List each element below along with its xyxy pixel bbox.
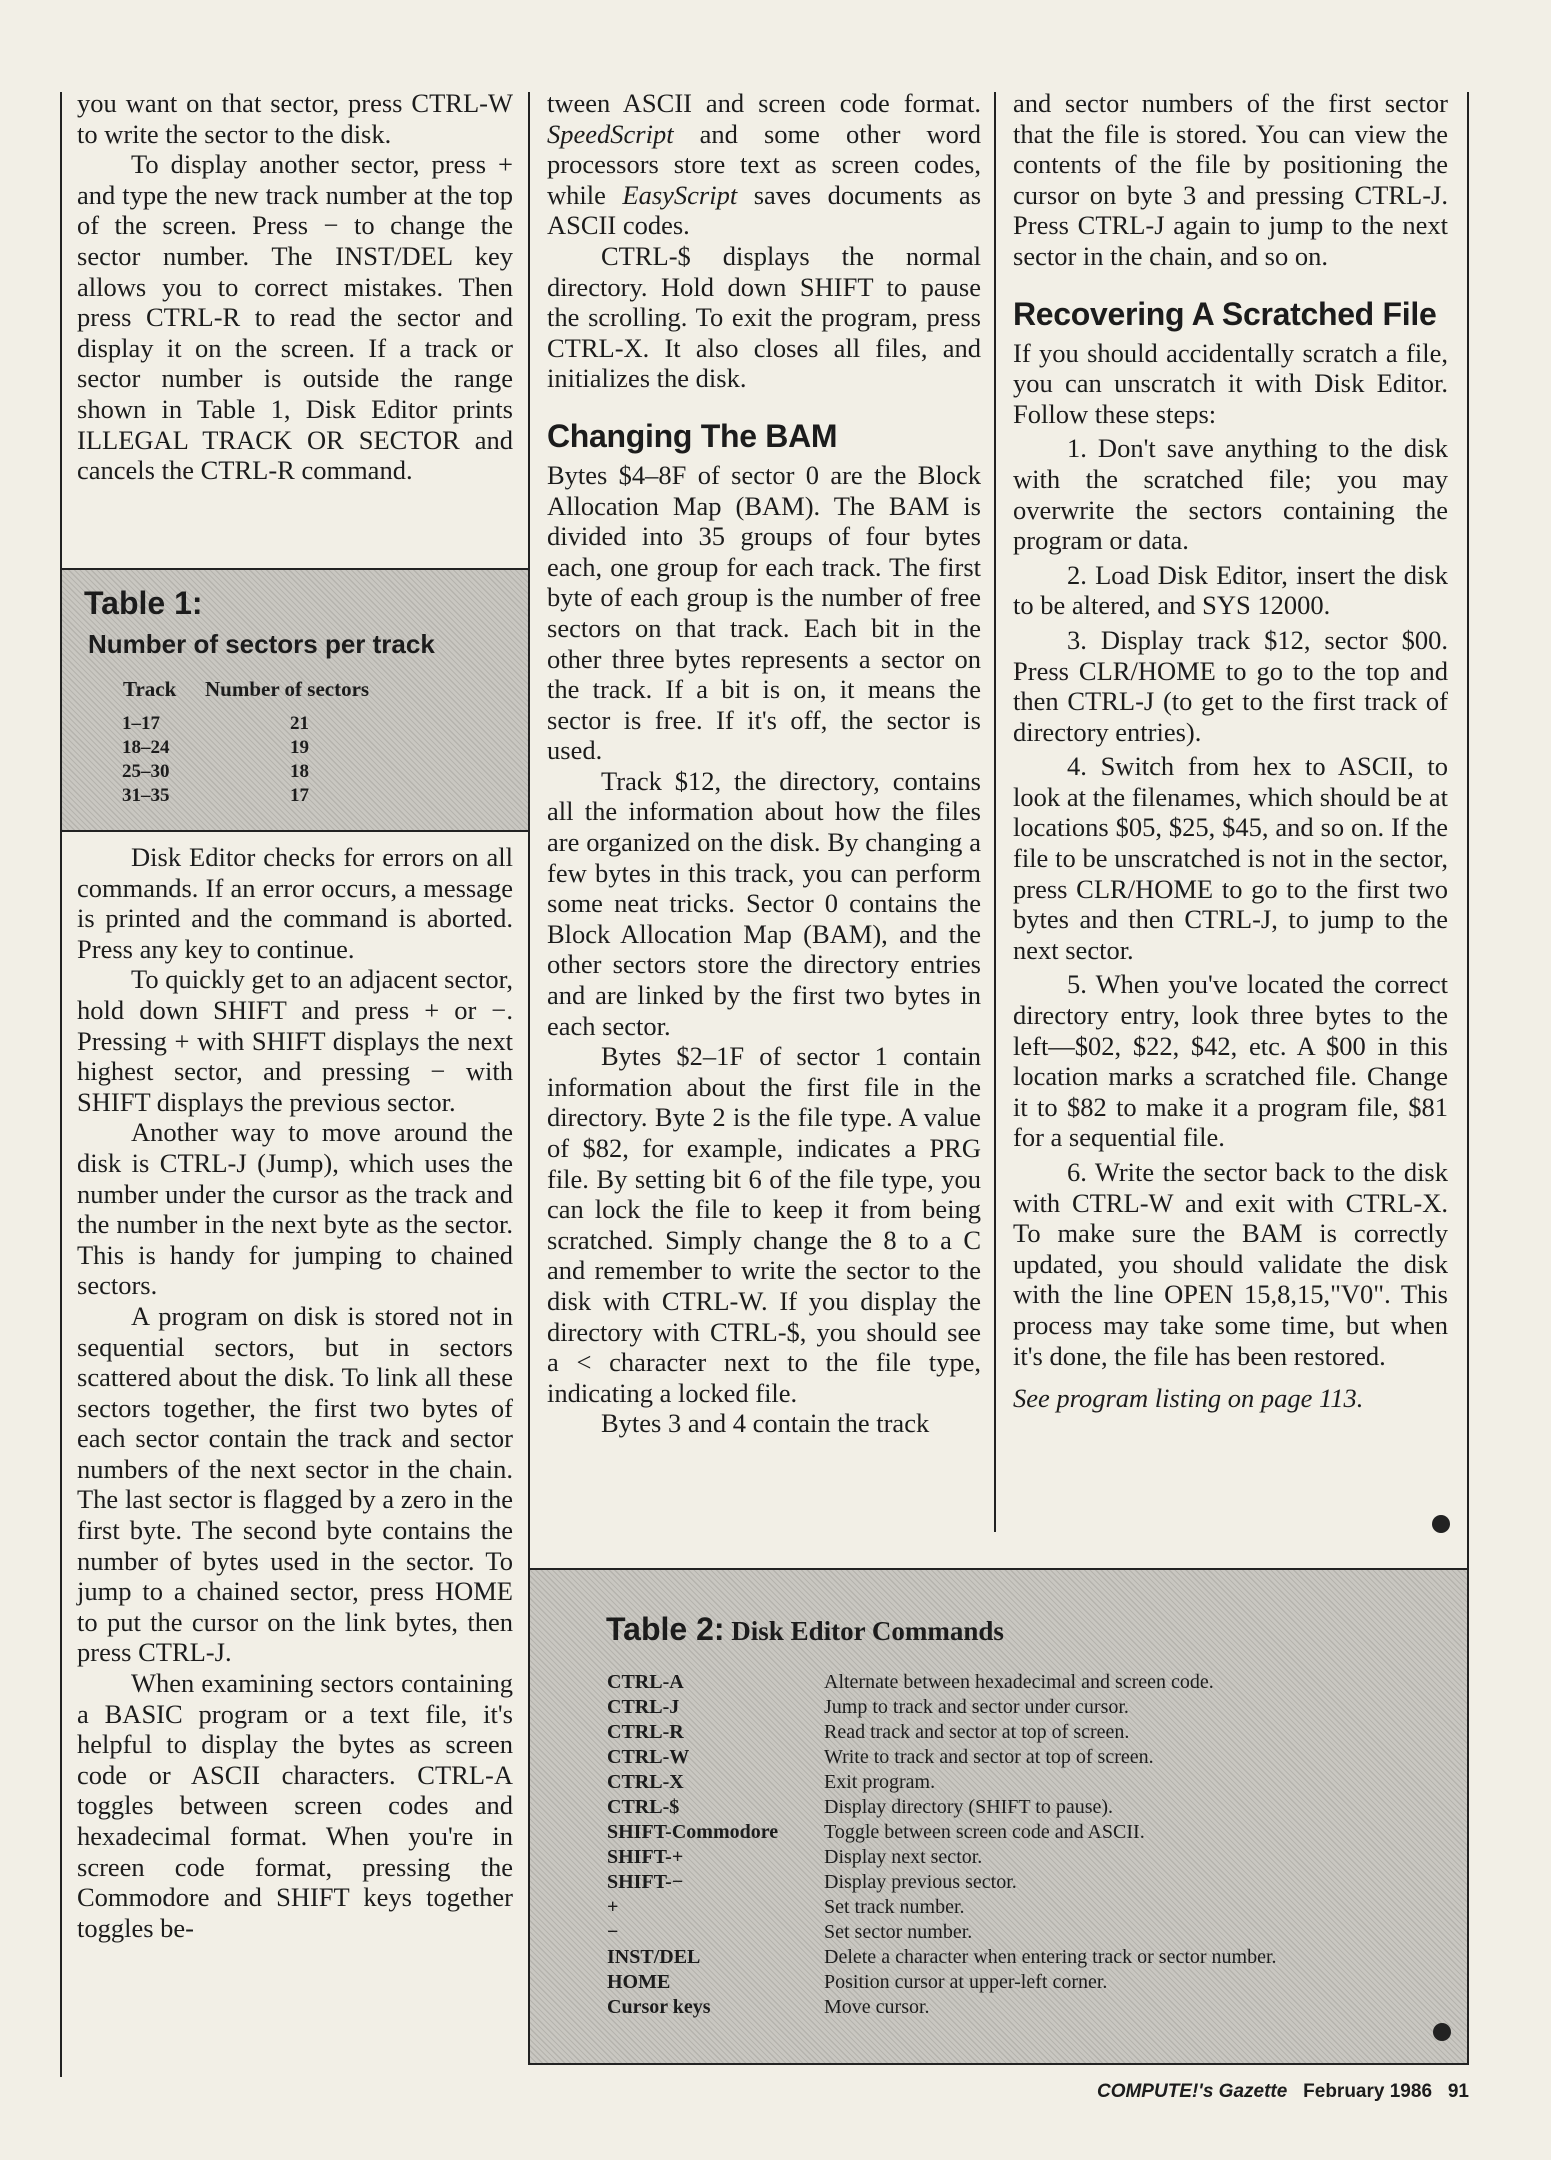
table1-track: 25–30: [122, 761, 170, 782]
section-heading: Recovering A Scratched File: [1013, 295, 1437, 332]
column-1-bottom: [77, 842, 513, 1943]
command-description: Exit program.: [824, 1771, 936, 1793]
command-key: CTRL-W: [607, 1746, 690, 1768]
paragraph: When examining sectors containing a BASIC program or a text file, it's helpful to display the bytes as screen code or ASCII characters. CTRL-A toggles between screen codes and hexadecimal format. When you're in screen code format, pressing the Commodore and SHIFT keys together toggles be-: [77, 1668, 513, 1943]
command-key: CTRL-A: [607, 1671, 684, 1693]
command-key: +: [607, 1896, 619, 1918]
command-description: Delete a character when entering track or sector number.: [824, 1946, 1277, 1968]
table2-title: [606, 1611, 1004, 1648]
command-description: Display next sector.: [824, 1846, 983, 1868]
table1-sectors: 19: [290, 737, 309, 758]
table1-sectors: 18: [290, 761, 309, 782]
command-key: CTRL-R: [607, 1721, 684, 1743]
column-1-top: [77, 88, 513, 486]
step: 3. Display track $12, sector $00. Press CLR/HOME to go to the top and then CTRL-J (to get to the first track of directory entries).: [1013, 624, 1448, 747]
table1-track: 18–24: [122, 737, 170, 758]
note-text: See program listing on page 113.: [1013, 1383, 1364, 1414]
text: and some other word processors store text as screen codes, while: [547, 118, 981, 210]
command-key: CTRL-J: [607, 1696, 680, 1718]
step: 5. When you've located the correct directory entry, look three bytes to the left—$02, $22, $42, etc. A $00 in this location marks a scratched file. Change it to $82 to make it a program file, $81 for a sequential file.: [1013, 969, 1448, 1153]
title-easyscript: EasyScript: [622, 179, 738, 210]
command-key: SHIFT-−: [607, 1871, 684, 1893]
paragraph: Disk Editor checks for errors on all commands. If an error occurs, a message is printed and the command is aborted. Press any key to continue.: [77, 842, 513, 964]
command-key: CTRL-$: [607, 1796, 680, 1818]
issue-date: February 1986: [1303, 2081, 1433, 2102]
column-3: [1013, 88, 1448, 1414]
table1-title: Table 1:: [84, 585, 203, 621]
table1-track: 1–17: [122, 713, 160, 734]
step: 1. Don't save anything to the disk with the scratched file; you may overwrite the sectors containing the program or data.: [1013, 433, 1448, 556]
step: 2. Load Disk Editor, insert the disk to be altered, and SYS 12000.: [1013, 559, 1448, 621]
table2-title-label: Table 2:: [606, 1611, 725, 1647]
paragraph: A program on disk is stored not in sequential sectors, but in sectors scattered about the disk. To link all these sectors together, the first two bytes of each sector contain the track and sector numbers of the next sector in the chain. The last sector is flagged by a zero in the first byte. The second byte contains the number of bytes used in the sector. To jump to a chained sector, press HOME to put the cursor on the link bytes, then press CTRL-J.: [77, 1300, 513, 1668]
rule-col2-col3: [994, 92, 996, 1532]
title-speedscript: SpeedScript: [547, 118, 674, 149]
command-description: Alternate between hexadecimal and screen code.: [824, 1671, 1214, 1693]
text: tween ASCII and screen code format.: [547, 88, 981, 118]
program-listing-note: [1013, 1383, 1448, 1414]
paragraph: To display another sector, press + and type the new track number at the top of the screen. Press − to change the sector number. The INST/DEL key allows you to correct mistakes. Then press CTRL-R to read the sector and display it on the screen. If a track or sector number is outside the range shown in Table 1, Disk Editor prints ILLEGAL TRACK OR SECTOR and cancels the CTRL-R command.: [77, 149, 513, 486]
command-description: Write to track and sector at top of screen.: [824, 1746, 1154, 1768]
command-description: Display directory (SHIFT to pause).: [824, 1796, 1114, 1818]
command-key: CTRL-X: [607, 1771, 684, 1793]
paragraph: Bytes $2–1F of sector 1 contain information about the first file in the directory. Byte 2 is the file type. A value of $82, for example, indicates a PRG file. By setting bit 6 of the file type, you can lock the file to keep it from being scratched. Simply change the 8 to a C and remember to write the sector to the disk with CTRL-W. If you display the directory with CTRL-$, you should see a < character next to the file type, indicating a locked file.: [547, 1041, 981, 1408]
table1-bottom-rule: [60, 830, 530, 832]
paragraph: CTRL-$ displays the normal directory. Hold down SHIFT to pause the scrolling. To exit the program, press CTRL-X. It also closes all files, and initializes the disk.: [547, 240, 981, 394]
command-description: Toggle between screen code and ASCII.: [824, 1821, 1145, 1843]
table1-sectors: 17: [290, 785, 309, 806]
paragraph: and sector numbers of the first sector that the file is stored. You can view the contents of the file by positioning the cursor on byte 3 and pressing CTRL-J. Press CTRL-J again to jump to the next sector in the chain, and so on.: [1013, 88, 1448, 271]
command-key: HOME: [607, 1971, 671, 1993]
page-footer: [1097, 2081, 1469, 2103]
command-description: Jump to track and sector under cursor.: [824, 1696, 1129, 1718]
rule-col1-left: [60, 92, 62, 2077]
command-key: SHIFT-+: [607, 1846, 684, 1868]
table1-col-sectors: Number of sectors: [205, 677, 370, 701]
paragraph: [547, 88, 981, 241]
command-key: SHIFT-Commodore: [607, 1821, 779, 1843]
table1-subtitle: Number of sectors per track: [88, 629, 435, 659]
column-2: [547, 88, 981, 1439]
table2-right-rule: [1467, 1568, 1469, 2065]
paragraph: If you should accidentally scratch a file, you can unscratch it with Disk Editor. Follow these steps:: [1013, 337, 1448, 429]
paragraph: you want on that sector, press CTRL-W to write the sector to the disk.: [77, 88, 513, 149]
page-number: 91: [1447, 2081, 1469, 2102]
command-key: −: [607, 1921, 619, 1943]
command-description: Position cursor at upper-left corner.: [824, 1971, 1108, 1993]
command-description: Read track and sector at top of screen.: [824, 1721, 1130, 1743]
paragraph: Bytes $4–8F of sector 0 are the Block Allocation Map (BAM). The BAM is divided into 35 groups of four bytes each, one group for each track. The first byte of each group is the number of free sectors on that track. Each bit in the other three bytes represents a sector on the track. If a bit is on, it means the sector is free. If it's off, the sector is used.: [547, 459, 981, 766]
end-of-article-icon: [1432, 1515, 1450, 1533]
command-description: Set sector number.: [824, 1921, 973, 1943]
command-description: Display previous sector.: [824, 1871, 1017, 1893]
paragraph: Track $12, the directory, contains all the information about how the files are organized on the disk. By changing a few bytes in this track, you can perform some neat tricks. Sector 0 contains the Block Allocation Map (BAM), and the other sectors store the directory entries and are linked by the first two bytes in each sector.: [547, 765, 981, 1041]
command-key: INST/DEL: [607, 1946, 701, 1968]
table2-bottom-rule: [528, 2063, 1469, 2065]
paragraph: Bytes 3 and 4 contain the track: [601, 1408, 930, 1439]
section-heading: Changing The BAM: [547, 417, 838, 454]
table1-col-track: Track: [123, 677, 177, 701]
table1-sectors: 21: [290, 713, 309, 734]
text: saves documents as ASCII codes.: [547, 179, 982, 241]
magazine-name: COMPUTE!'s Gazette: [1096, 2081, 1288, 2102]
step: 6. Write the sector back to the disk with CTRL-W and exit with CTRL-X. To make sure the BAM is correctly updated, you should validate the disk with the line OPEN 15,8,15,"V0". This process may take some time, but when it's done, the file has been restored.: [1013, 1157, 1448, 1371]
table1-track: 31–35: [122, 785, 170, 806]
command-description: Set track number.: [824, 1896, 965, 1918]
table2-title-text: Disk Editor Commands: [724, 1616, 1004, 1646]
paragraph: To quickly get to an adjacent sector, hold down SHIFT and press + or −. Pressing + with SHIFT displays the next highest sector, and pressing − with SHIFT displays the previous sector.: [77, 964, 513, 1117]
rule-col3-right: [1467, 92, 1469, 1570]
step: 4. Switch from hex to ASCII, to look at the filenames, which should be at locations $05, $25, $45, and so on. If the file to be unscratched is not in the sector, press CLR/HOME to go to the first two bytes and then CTRL-J, to jump to the next sector.: [1013, 751, 1448, 965]
end-of-table-icon: [1433, 2023, 1451, 2041]
command-description: Move cursor.: [824, 1996, 930, 2018]
table2-left-rule: [528, 1568, 530, 2065]
paragraph: Another way to move around the disk is CTRL-J (Jump), which uses the number under the cursor as the track and the number in the next byte as the sector. This is handy for jumping to chained sectors.: [77, 1117, 513, 1301]
command-key: Cursor keys: [607, 1996, 711, 2018]
